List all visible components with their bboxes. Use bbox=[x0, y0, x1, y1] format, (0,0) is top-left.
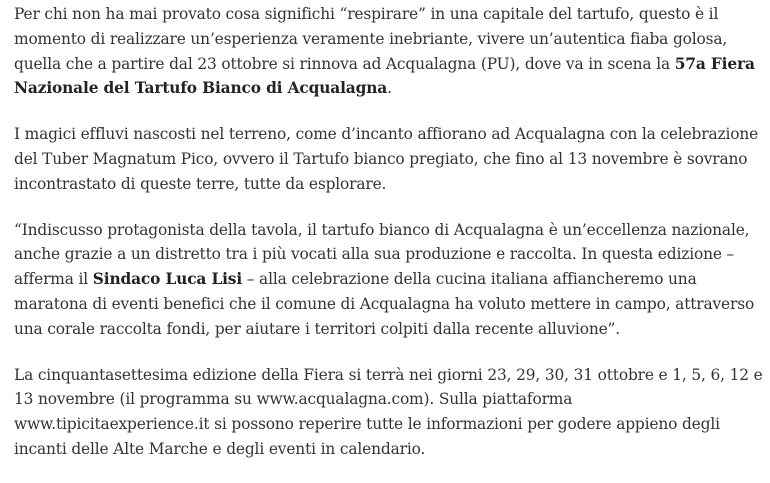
mayor-name-highlight: Sindaco Luca Lisi bbox=[92, 270, 243, 289]
paragraph-3-text: “Indiscusso protagonista della tavola, il tartufo bianco di Acqualagna è un’eccellenza nazionale, anche grazie a un distretto tra i più vocati alla sua produzione e raccolta. In questa edizione – afferma il bbox=[14, 220, 750, 289]
paragraph-3-end: – alla celebrazione della cucina italiana affiancheremo una maratona di eventi benefici che il comune di Acqualagna ha voluto mettere in campo, attraverso una corale raccolta fondi, per aiutare i territori colpiti dalla recente alluvione”. bbox=[14, 270, 755, 338]
fair-name-highlight: 57a Fiera Nazionale del Tartufo Bianco di Acqualagna bbox=[14, 54, 755, 98]
article-paragraph-2 bbox=[14, 122, 766, 196]
paragraph-2-text: I magici effluvi nascosti nel terreno, come d’incanto affiorano ad Acqualagna con la celebrazione del Tuber Magnatum Pico, ovvero il Tartufo bianco pregiato, che fino al 13 novembre è sovrano incontrastato di queste terre, tutte da esplorare. bbox=[14, 125, 759, 193]
article-body bbox=[14, 2, 766, 483]
article-paragraph-1 bbox=[14, 2, 766, 101]
paragraph-1-text: Per chi non ha mai provato cosa significhi “respirare” in una capitale del tartufo, questo è il momento di realizzare un’esperienza veramente inebriante, vivere un’autentica fiaba golosa, quella che a partire dal 23 ottobre si rinnova ad Acqualagna (PU), dove va in scena la bbox=[14, 5, 728, 73]
paragraph-1-end: . bbox=[387, 79, 392, 98]
article-paragraph-3 bbox=[14, 218, 766, 342]
paragraph-4-text: La cinquantasettesima edizione della Fiera si terrà nei giorni 23, 29, 30, 31 ottobre e 1, 5, 6, 12 e 13 novembre (il programma su www.acqualagna.com). Sulla piattaforma www.tipicitaexperience.it si possono reperire tutte le informazioni per godere appieno degli incanti delle Alte Marche e degli eventi in calendario. bbox=[14, 365, 763, 458]
article-paragraph-4 bbox=[14, 363, 766, 462]
